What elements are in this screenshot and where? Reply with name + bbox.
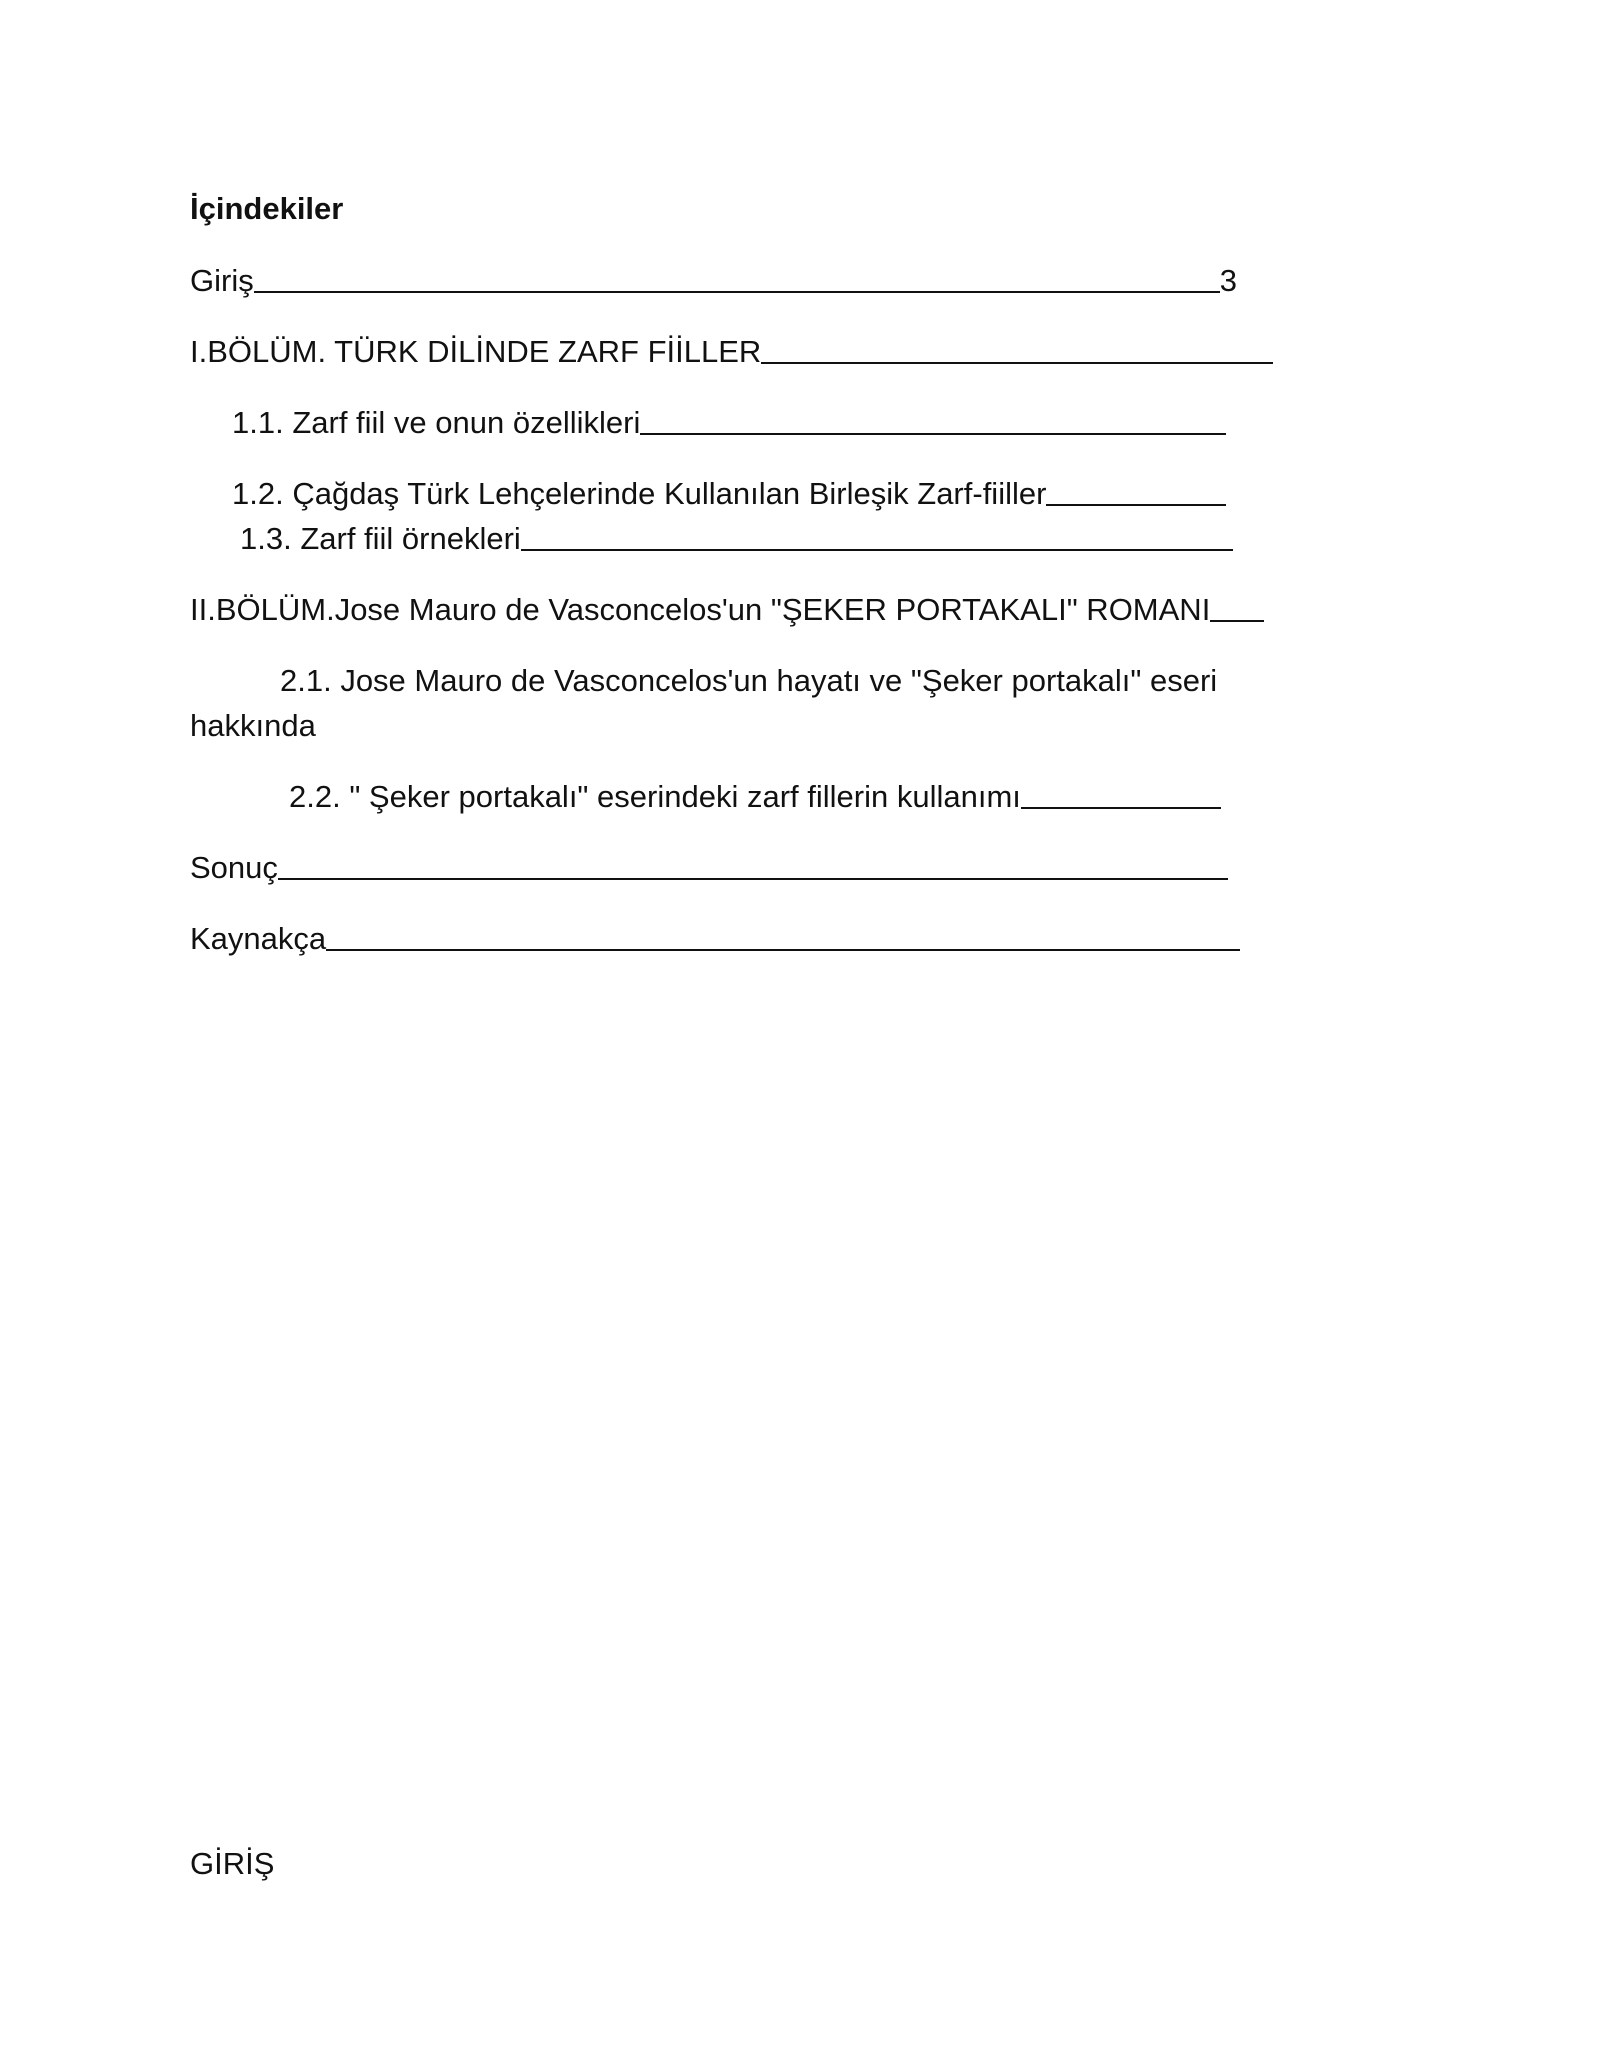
section-heading-giris: GİRİŞ [190,1846,275,1881]
toc-entry-1-2 [232,475,1226,513]
toc-entry-bolum-1 [190,333,1273,371]
toc-leader-line [640,433,1226,435]
toc-leader-line [521,549,1233,551]
toc-entry-1-3 [240,520,1233,558]
toc-entry-label: I.BÖLÜM. TÜRK DİLİNDE ZARF FİİLLER [190,334,762,369]
toc-entry-label: II.BÖLÜM.Jose Mauro de Vasconcelos'un "ŞEKER PORTAKALI" ROMANI [190,592,1211,627]
toc-entry-bolum-2 [190,591,1264,629]
toc-entry-2-2 [289,778,1221,816]
toc-entry-giris [190,262,1237,300]
toc-entry-label: Kaynakça [190,921,327,956]
toc-leader-line [1046,504,1226,506]
toc-leader-line [326,949,1240,951]
toc-entry-page: 3 [1219,263,1237,298]
toc-entry-label: 1.3. Zarf fiil örnekleri [240,521,521,556]
toc-entry-label: 2.2. " Şeker portakalı" eserindeki zarf fillerin kullanımı [289,779,1021,814]
toc-entry-label: Giriş [190,263,254,298]
toc-entry-1-1 [232,404,1226,442]
toc-entry-label: 1.2. Çağdaş Türk Lehçelerinde Kullanılan Birleşik Zarf-fiiller [232,476,1047,511]
toc-entry-label-continuation: hakkında [190,708,316,743]
toc-entry-2-1-continuation [190,707,316,745]
toc-entry-kaynakca [190,920,1240,958]
toc-entry-label: 2.1. Jose Mauro de Vasconcelos'un hayatı ve "Şeker portakalı" eseri [280,663,1218,698]
toc-entry-label: 1.1. Zarf fiil ve onun özellikleri [232,405,641,440]
toc-title: İçindekiler [190,191,344,226]
toc-leader-line [278,878,1228,880]
toc-entry-sonuc [190,849,1228,887]
toc-leader-line [761,362,1273,364]
toc-leader-line [254,291,1220,293]
toc-leader-line [1021,807,1221,809]
toc-entry-2-1 [280,662,1217,700]
toc-leader-line [1210,620,1264,622]
toc-entry-label: Sonuç [190,850,278,885]
